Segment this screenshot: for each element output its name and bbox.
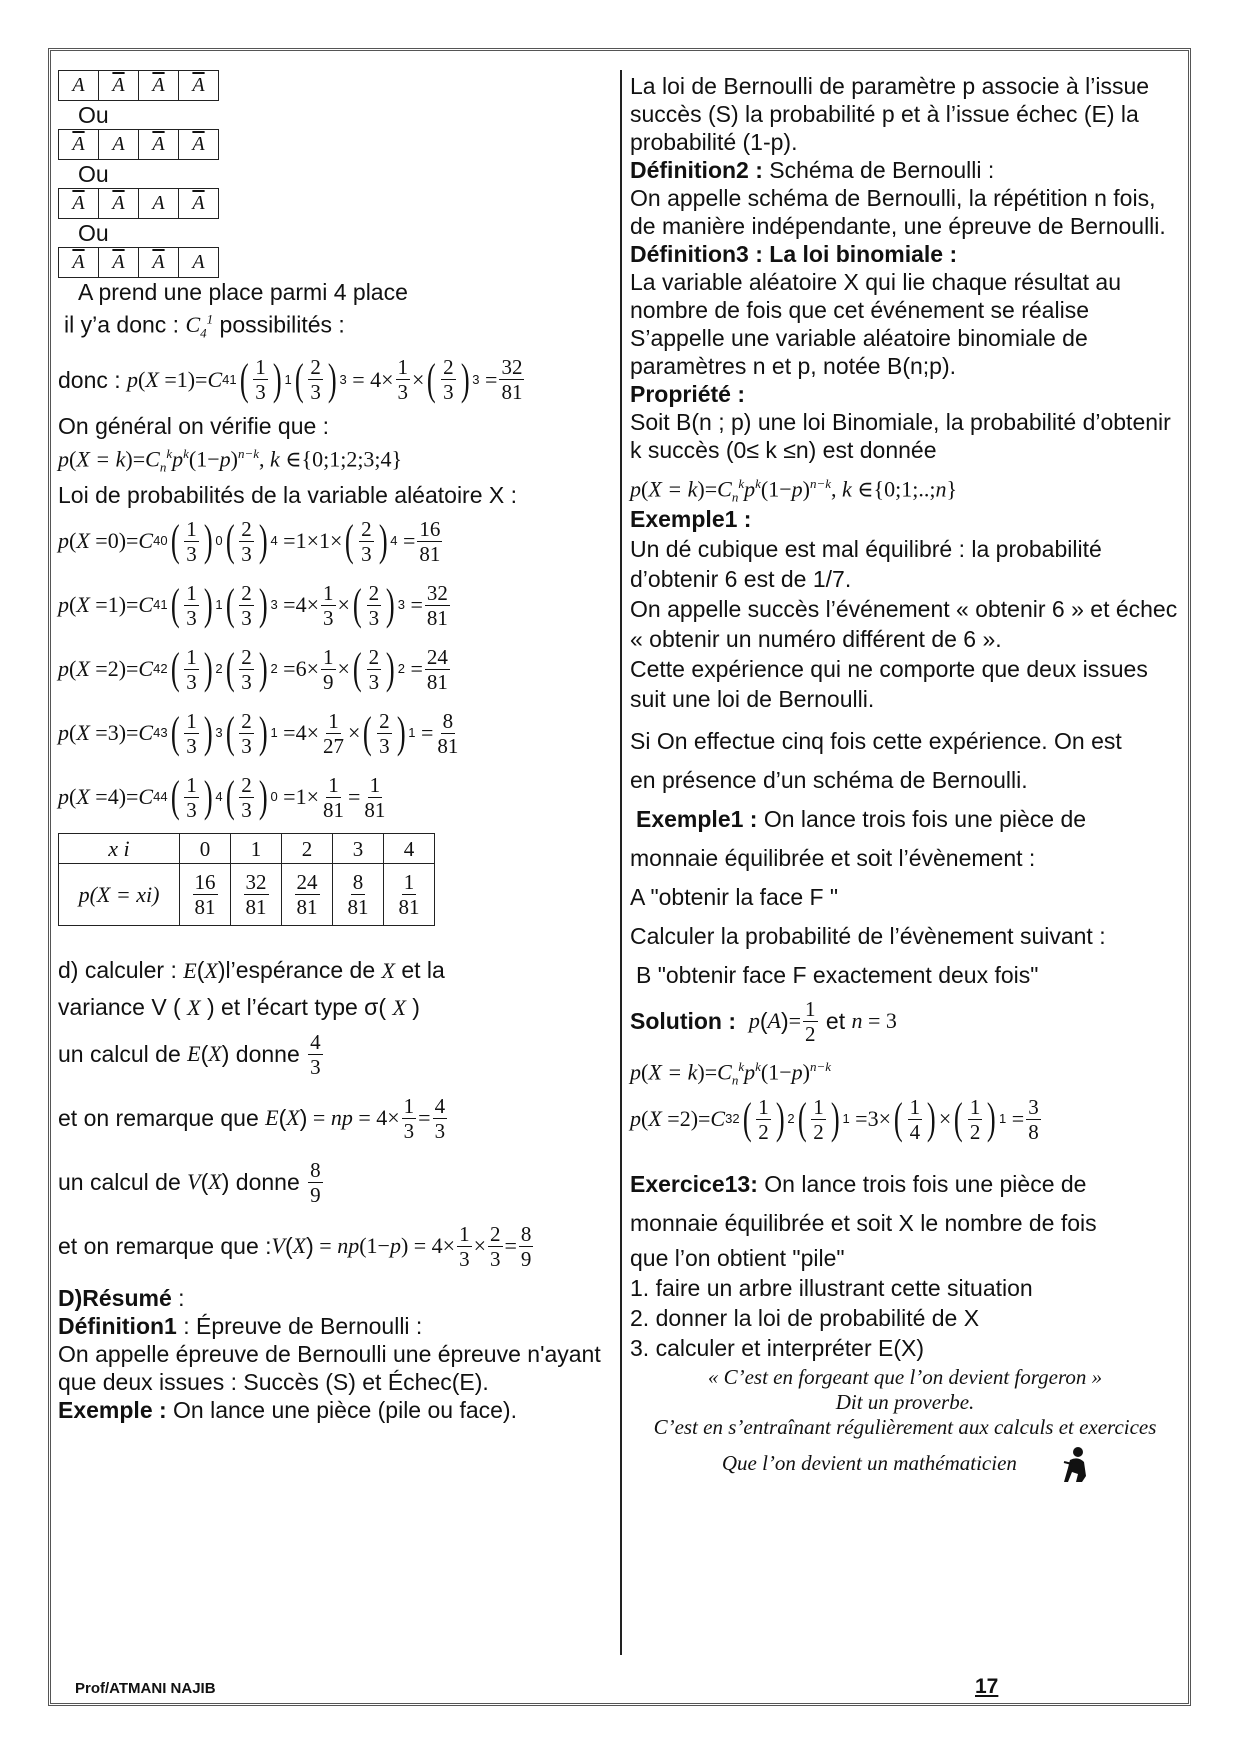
def3-heading: Définition3 : La loi binomiale : [630,241,958,267]
column-divider [620,70,622,1655]
binomial-formula: $p(X = k)=C_n^kp^k(1-p)^{n-k}$, k ∈{0;1;..;n} [630,476,957,505]
a-place-text: A prend une place parmi 4 place [78,279,408,305]
quote-block [630,1365,1180,1484]
example1-heading: Exemple1 : [630,506,752,532]
equation-px1b: p ( X =1)= C 4 1 ( 1 3 ) 1 ( 2 3 ) 3 =4× $\frac{1}{3}$ × ( 2 3 ) 3 = $\frac{32}{81}$ [58,580,448,630]
solution-px2: p ( X =2)= C 3 2 ( 1 2 ) 2 ( 1 2 ) 1 =3× ( 1 4 ) × ( 1 2 ) 1 = $\frac{3}{8}$ [630,1094,1039,1144]
outcome-boxes-3: $\overline{A}$ $\overline{A}$ A $\overline{A}$ [58,188,618,219]
example1-line: Si On effectue cinq fois cette expérience. On est [630,728,1122,754]
table-row-label: p(X = xi) [59,864,180,926]
exercise-line: Exercice13: On lance trois fois une pièce de [630,1171,1087,1197]
left-column [58,70,618,1424]
table-header: x i [59,834,180,864]
table-header: 4 [384,834,435,864]
exercise-question: 2. donner la loi de probabilité de X [630,1305,980,1331]
question-d: d) calculer : E(X)l’espérance de X et la [58,957,445,984]
ou-text: Ou [78,102,109,128]
exercise-line: monnaie équilibrée et soit X le nombre de fois [630,1210,1097,1236]
exercise-line: que l’on obtient "pile" [630,1245,845,1271]
quote-line-wrap [630,1446,1180,1484]
property-heading: Propriété : [630,381,746,407]
possibilities-line: il y’a donc : $C_4^1$ possibilités : [64,311,345,341]
equation-px0: p ( X =0)= C 4 0 ( 1 3 ) 0 ( 2 3 ) 4 =1×1× ( 2 3 ) 4 = $\frac{16}{81}$ [58,516,441,566]
resume-heading: D)Résumé : [58,1285,185,1312]
general-text: On général on vérifie que : [58,412,330,439]
exercise-question: 3. calculer et interpréter E(X) [630,1335,925,1361]
def2-text: On appelle schéma de Bernoulli, la répétition n fois, de manière indépendante, une épreuve de Bernoulli. [630,185,1166,239]
def1-heading: Définition1 : Épreuve de Bernoulli : [58,1313,423,1340]
event-A: A "obtenir la face F " [630,884,839,910]
probability-table [58,833,435,926]
loi-title: Loi de probabilités de la variable aléatoire X : [58,482,518,509]
calc-E: un calcul de E ( X ) donne 4 3 [58,1029,321,1079]
property-text: Soit B(n ; p) une loi Binomiale, la probabilité d’obtenir k succès (0≤ k ≤n) est donnée [630,409,1171,463]
table-cell: $\frac{8}{81}$ [333,864,384,926]
event-B: B "obtenir face F exactement deux fois" [636,962,1039,988]
table-header: 3 [333,834,384,864]
outcome-boxes-4: $\overline{A}$ $\overline{A}$ $\overline{A}$ A [58,247,618,278]
equation-px2: p ( X =2)= C 4 2 ( 1 3 ) 2 ( 2 3 ) 2 =6× $\frac{1}{9}$ × ( 2 3 ) 2 = $\frac{24}{81}$ [58,644,448,694]
calc-V: un calcul de V ( X ) donne 8 9 [58,1157,321,1207]
table-header: 0 [180,834,231,864]
table-cell: $\frac{24}{81}$ [282,864,333,926]
remark-E: et on remarque que E ( X ) = np = 4× $\frac{1}{3}$ = $\frac{4}{3}$ [58,1093,446,1143]
outcome-boxes-1: A $\overline{A}$ $\overline{A}$ $\overline{A}$ [58,70,618,101]
quote-line: « C’est en forgeant que l’on devient forgeron » [707,1365,1103,1389]
def1-text: On appelle épreuve de Bernoulli une épreuve n'ayant que deux issues : Succès (S) et Échec(E). [58,1341,601,1396]
right-column [630,72,1180,1484]
table-cell: $\frac{32}{81}$ [231,864,282,926]
example1-line: Cette expérience qui ne comporte que deux issues suit une loi de Bernoulli. [630,656,1148,712]
equation-px4: p ( X =4)= C 4 4 ( 1 3 ) 4 ( 2 3 ) 0 =1× $\frac{1}{81}$ = $\frac{1}{81}$ [58,772,386,822]
table-cell: $\frac{16}{81}$ [180,864,231,926]
example1-line: en présence d’un schéma de Bernoulli. [630,767,1028,793]
equation-px3: p ( X =3)= C 4 3 ( 1 3 ) 3 ( 2 3 ) 1 =4× $\frac{1}{27}$ × ( 2 3 ) 1 = $\frac{8}{81}$ [58,708,459,758]
equation-px1: donc : p ( X =1)= C 4 1 ( 1 3 ) 1 ( 2 3 ) 3 = 4× $\frac{1}{3}$ × ( 2 3 ) 3 = $\frac{32}{81}$ [58,354,523,405]
footer-author: Prof/ATMANI NAJIB [75,1680,216,1697]
solution-formula: $p(X = k)=C_n^kp^k(1-p)^{n-k}$ [630,1059,831,1088]
example1b-line: monnaie équilibrée et soit l’évènement : [630,845,1036,871]
table-header: 2 [282,834,333,864]
example1-line: Un dé cubique est mal équilibré : la probabilité d’obtenir 6 est de 1/7. [630,536,1102,592]
example1b-line: Calculer la probabilité de l’évènement suivant : [630,923,1106,949]
question-d-variance: variance V ( X ) et l’écart type σ( X ) [58,994,420,1021]
example1b-line: Exemple1 : On lance trois fois une pièce de [636,806,1087,832]
def2-heading: Définition2 : Schéma de Bernoulli : [630,157,995,183]
def3-text: La variable aléatoire X qui lie chaque résultat au nombre de fois que cet événement se réalise S’appelle une variable aléatoire binomiale de paramètres n et p, notée B(n;p). [630,269,1121,379]
quote-line: Que l’on devient un mathématicien [721,1450,1017,1475]
exercise-question: 1. faire un arbre illustrant cette situation [630,1275,1033,1301]
bernoulli-law-text: La loi de Bernoulli de paramètre p associe à l’issue succès (S) la probabilité p et à l’issue échec (E) la probabilité (1-p). [630,73,1150,155]
thinker-icon [1062,1446,1088,1484]
quote-line: Dit un proverbe. [835,1390,975,1414]
table-header: 1 [231,834,282,864]
example1-line: On appelle succès l’événement « obtenir 6 » et échec « obtenir un numéro différent de 6 ». [630,596,1178,652]
page-number: 17 [975,1675,999,1698]
solution-line: Solution : p ( A ) = $\frac{1}{2}$ et n = 3 [630,996,897,1046]
table-cell: $\frac{1}{81}$ [384,864,435,926]
remark-V: et on remarque que : V ( X ) = np (1− p ) = 4× $\frac{1}{3}$ × $\frac{2}{3}$ = $\frac{8}{9}$ [58,1221,532,1271]
quote-line: C’est en s’entraînant régulièrement aux calculs et exercices [653,1415,1157,1439]
outcome-boxes-2: $\overline{A}$ A $\overline{A}$ $\overline{A}$ [58,129,618,160]
ou-text: Ou [78,220,109,246]
ou-text: Ou [78,161,109,187]
general-formula: $p(X = k)=C_n^kp^k(1-p)^{n-k}$, k ∈{0;1;2;3;4} [58,445,403,475]
exemple-line: Exemple : On lance une pièce (pile ou face). [58,1397,517,1424]
